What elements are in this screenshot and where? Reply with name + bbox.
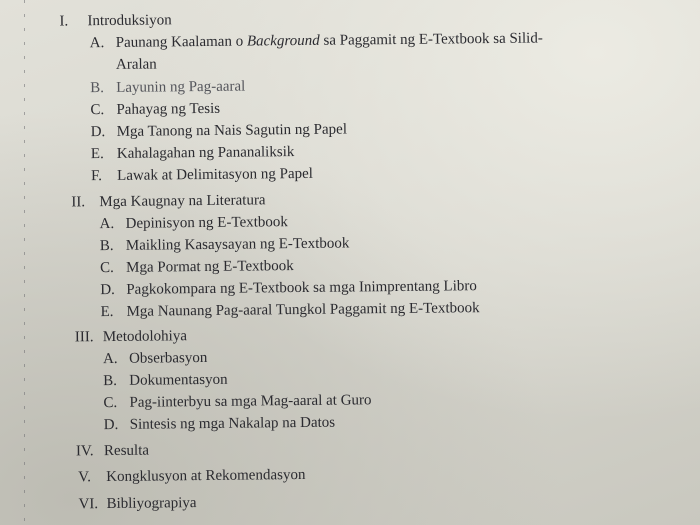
section-2-item-a	[100, 213, 288, 233]
section-heading-3	[75, 327, 187, 346]
item-letter: A.	[102, 350, 118, 368]
item-text: Mga Pormat ng E-Textbook	[125, 258, 294, 276]
item-letter: A.	[99, 215, 115, 233]
item-text: Mga Tanong na Nais Sagutin ng Papel	[116, 121, 348, 140]
item-letter: C.	[99, 259, 114, 277]
section-2-item-d	[100, 277, 477, 299]
section-heading-6	[78, 494, 196, 513]
section-2-item-c	[100, 257, 294, 277]
item-text: Maikling Kasaysayan ng E-Textbook	[125, 235, 350, 254]
section-heading-4	[76, 442, 149, 461]
section-3-item-c	[103, 391, 371, 412]
section-title: Bibliyograpiya	[106, 495, 197, 513]
section-heading-2	[71, 191, 265, 211]
section-numeral: V.	[78, 469, 92, 486]
section-2-item-b	[100, 234, 350, 255]
section-2-item-e	[100, 299, 479, 321]
section-1-item-e	[91, 143, 295, 163]
section-3-item-d	[104, 414, 336, 434]
item-text: Sintesis ng mga Nakalap na Datos	[129, 414, 336, 433]
item-letter: C.	[103, 394, 118, 412]
section-numeral: II.	[71, 194, 86, 211]
section-1-item-b	[90, 78, 245, 98]
item-text: Pahayag ng Tesis	[116, 100, 221, 118]
item-letter: D.	[90, 124, 106, 141]
item-text: Pagkokompara ng E-Textbook sa mga Inimprentang Libro	[126, 278, 477, 298]
section-numeral: III.	[74, 329, 94, 346]
section-numeral: I.	[59, 13, 69, 30]
section-heading-5	[78, 466, 305, 486]
item-text: Dokumentasyon	[129, 371, 228, 389]
section-3-item-b	[103, 371, 228, 390]
item-letter: B.	[99, 237, 114, 255]
item-letter: D.	[100, 281, 115, 299]
item-letter: E.	[90, 146, 104, 163]
section-1-item-f	[91, 165, 313, 185]
section-1-item-d	[91, 121, 347, 142]
section-1-item-a	[90, 29, 543, 52]
item-letter: B.	[103, 372, 118, 390]
item-letter: C.	[90, 102, 105, 119]
section-title: Mga Kaugnay na Literatura	[99, 192, 266, 211]
section-heading-1	[59, 11, 171, 30]
item-text: Depinisyon ng E-Textbook	[125, 214, 288, 232]
item-text: Kahalagahan ng Pananaliksik	[116, 144, 295, 162]
section-title: Introduksiyon	[87, 12, 172, 30]
item-text: Lawak at Delimitasyon ng Papel	[117, 165, 313, 184]
section-title: Metodolohiya	[102, 328, 188, 346]
item-text: sa Paggamit ng E-Textbook sa Silid-	[319, 30, 543, 49]
item-text-italic: Background	[246, 32, 320, 50]
item-text: Mga Naunang Pag-aaral Tungkol Paggamit ng E-Textbook	[126, 300, 480, 320]
section-1-item-a-continuation: Aralan	[115, 56, 157, 73]
section-3-item-a	[103, 349, 208, 368]
section-1-item-c	[90, 100, 220, 119]
item-letter: B.	[90, 80, 105, 97]
item-text: Paunang Kaalaman o	[115, 33, 248, 51]
section-title: Resulta	[103, 442, 150, 460]
item-letter: A.	[89, 35, 105, 52]
item-letter: E.	[100, 303, 114, 321]
item-text: Pag-iinterbyu sa mga Mag-aaral at Guro	[129, 392, 372, 411]
section-numeral: VI.	[78, 496, 99, 513]
item-text: Layunin ng Pag-aaral	[116, 78, 246, 96]
section-numeral: IV.	[75, 443, 94, 460]
item-letter: D.	[103, 416, 119, 434]
item-letter: F.	[91, 168, 103, 185]
item-text: Obserbasyon	[128, 349, 208, 367]
section-title: Kongklusyon at Rekomendasyon	[106, 466, 306, 486]
